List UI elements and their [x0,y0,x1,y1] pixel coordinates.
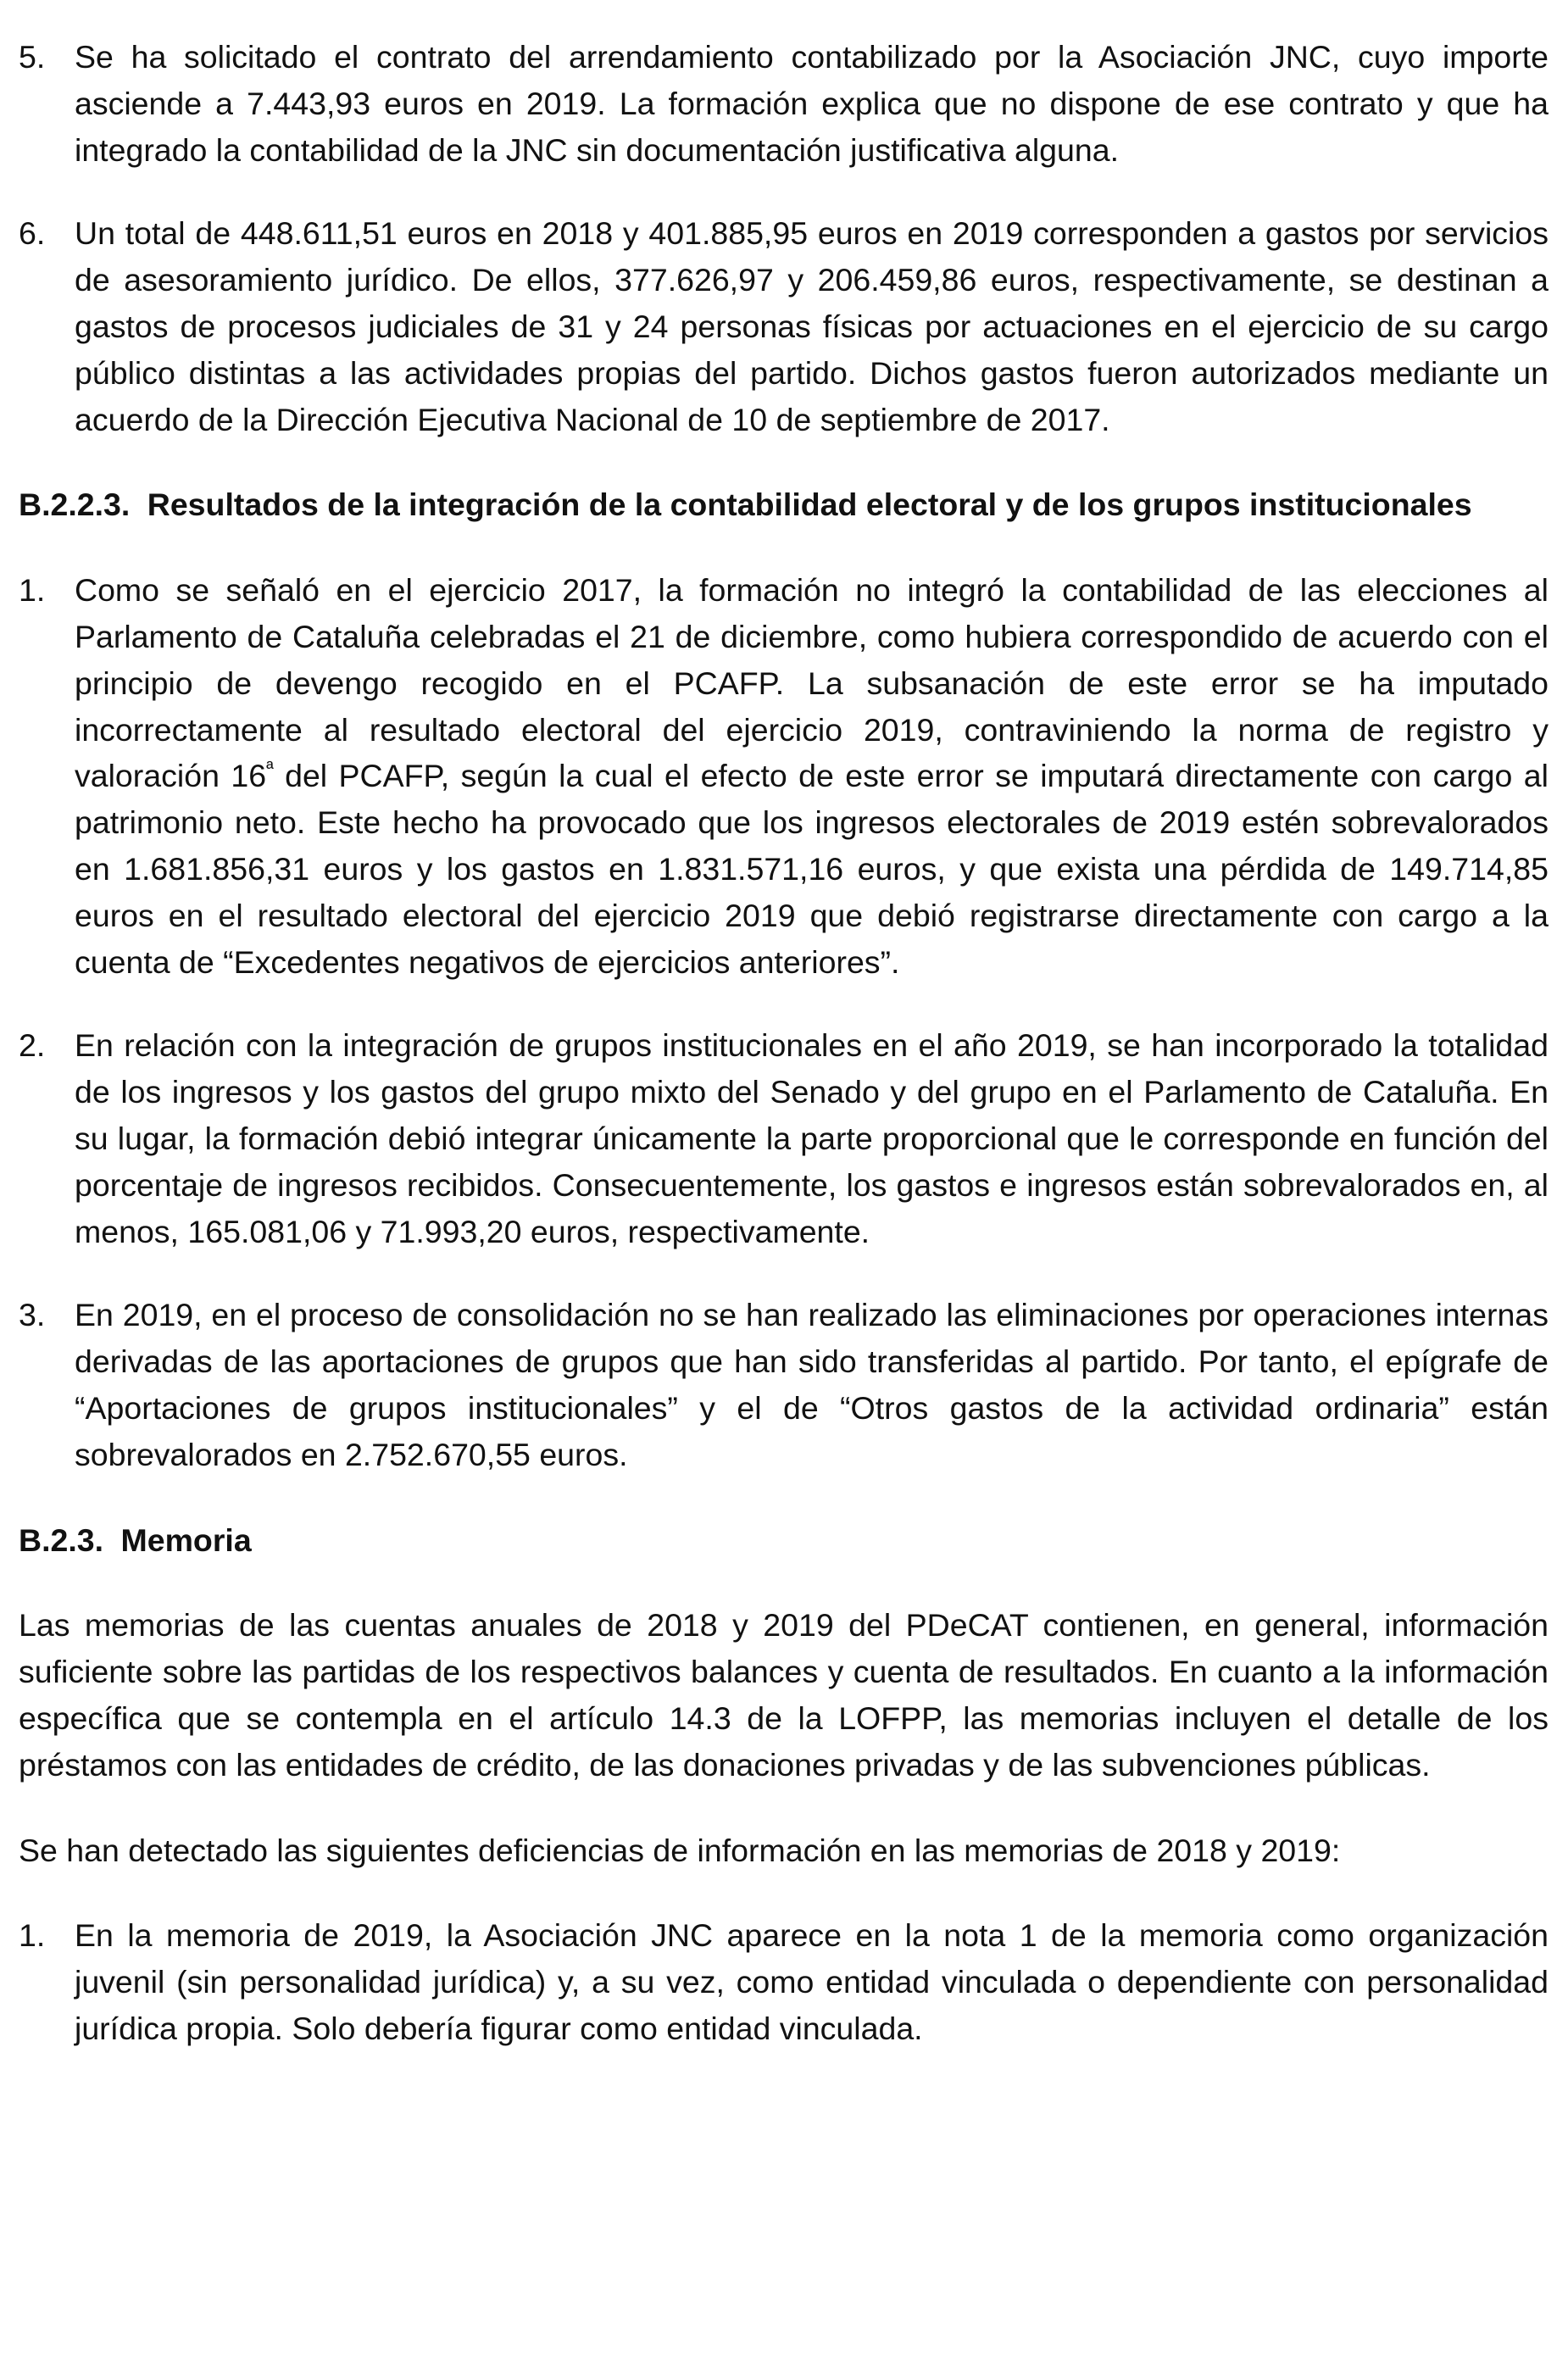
section-title: Resultados de la integración de la contabilidad electoral y de los grupos institucionales [147,487,1472,523]
section-heading-b23 [19,1517,1549,1564]
section-heading-b223 [19,481,1549,528]
item-number: 6. [19,215,46,252]
item-text: En 2019, en el proceso de consolidación no se han realizado las eliminaciones por operaciones internas derivadas de las aportaciones de grupos que han sido transferidas al partido. Por tanto, el epígrafe de “Aportaciones de grupos institucionales” y el de “Otros gastos de la actividad ordinaria” están sobrevalorados en 2.752.670,55 euros. [75,1297,1549,1472]
section-code: B.2.3. [19,1521,104,1558]
item-text: Como se señaló en el ejercicio 2017, la formación no integró la contabilidad de las elecciones al Parlamento de Cataluña celebradas el 21 de diciembre, como hubiera correspondido de acuerdo con el principio de devengo recogido en el PCAFP. La subsanación de este error se ha imputado incorrectamente al resultado electoral del ejercicio 2019, contraviniendo la norma de registro y valoración $16^ª$ del PCAFP, según la cual el efecto de este error se imputará directamente con cargo al patrimonio neto. Este hecho ha provocado que los ingresos electorales de 2019 estén sobrevalorados en 1.681.856,31 euros y los gastos en 1.831.571,16 euros, y que exista una pérdida de 149.714,85 euros en el resultado electoral del ejercicio 2019 que debió registrarse directamente con cargo a la cuenta de “Excedentes negativos de ejercicios anteriores”. [75,572,1549,980]
section-code: B.2.2.3. [19,487,131,523]
item-number: 3. [19,1297,46,1333]
section-title: Memoria [120,1521,252,1558]
item-text: En la memoria de 2019, la Asociación JNC aparece en la nota 1 de la memoria como organización juvenil (sin personalidad jurídica) y, a su vez, como entidad vinculada o dependiente con personalidad jurídica propia. Solo debería figurar como entidad vinculada. [75,1917,1549,2046]
list-item [19,567,1549,985]
list-item [19,1912,1549,2051]
document-page [19,34,1549,2052]
item-text: Se ha solicitado el contrato del arrendamiento contabilizado por la Asociación JNC, cuyo importe asciende a 7.443,93 euros en 2019. La formación explica que no dispone de ese contrato y que ha integrado la contabilidad de la JNC sin documentación justificativa alguna. [75,39,1549,168]
list-item [19,1292,1549,1477]
item-text: En relación con la integración de grupos institucionales en el año 2019, se han incorporado la totalidad de los ingresos y los gastos del grupo mixto del Senado y del grupo en el Parlamento de Cataluña. En su lugar, la formación debió integrar únicamente la parte proporcional que le corresponde en función del porcentaje de ingresos recibidos. Consecuentemente, los gastos e ingresos están sobrevalorados en, al menos, 165.081,06 y 71.993,20 euros, respectivamente. [75,1027,1549,1249]
list-item [19,34,1549,173]
item-text: Un total de 448.611,51 euros en 2018 y 401.885,95 euros en 2019 corresponden a gastos por servicios de asesoramiento jurídico. De ellos, 377.626,97 y 206.459,86 euros, respectivamente, se destinan a gastos de procesos judiciales de 31 y 24 personas físicas por actuaciones en el ejercicio de su cargo público distintas a las actividades propias del partido. Dichos gastos fueron autorizados mediante un acuerdo de la Dirección Ejecutiva Nacional de 10 de septiembre de 2017. [75,215,1549,437]
item-number: 5. [19,39,46,75]
item-number: 1. [19,1917,46,1954]
item-number: 2. [19,1027,46,1064]
paragraph: Se han detectado las siguientes deficiencias de información en las memorias de 2018 y 2019: [19,1832,1341,1868]
paragraph: Las memorias de las cuentas anuales de 2018 y 2019 del PDeCAT contienen, en general, información suficiente sobre las partidas de los respectivos balances y cuenta de resultados. En cuanto a la información específica que se contempla en el artículo 14.3 de la LOFPP, las memorias incluyen el detalle de los préstamos con las entidades de crédito, de las donaciones privadas y de las subvenciones públicas. [19,1607,1549,1783]
ordinal-superscript: ª [266,757,274,780]
list-item [19,1022,1549,1254]
list-item [19,210,1549,442]
item-number: 1. [19,572,46,609]
